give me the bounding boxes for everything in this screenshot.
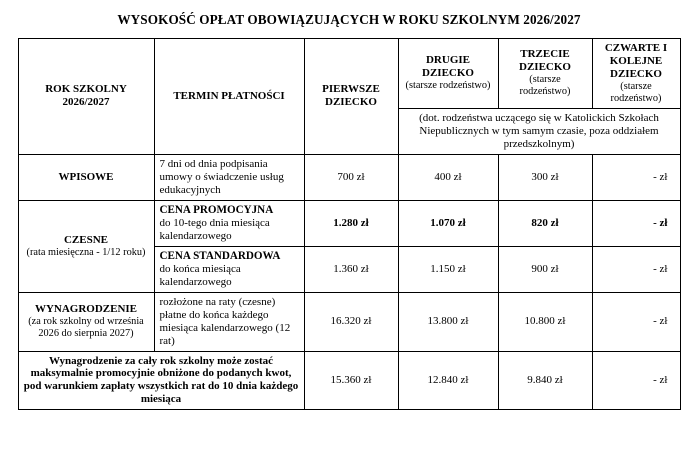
row-term-wynagrodzenie: rozłożone na raty (czesne) płatne do końca każdego miesiąca kalendarzowego (12 rat) bbox=[154, 292, 304, 351]
header-first-child: PIERWSZE DZIECKO bbox=[304, 39, 398, 155]
row-label-wynagrodzenie-sub: (za rok szkolny od września 2026 do sierpnia 2027) bbox=[28, 315, 144, 340]
row-label-wynagrodzenie bbox=[18, 292, 154, 351]
row-label-czesne bbox=[18, 200, 154, 292]
table-row bbox=[18, 200, 680, 246]
cell-czesne-promo-fourth: - zł bbox=[592, 200, 680, 246]
header-sibling-note: (dot. rodzeństwa uczącego się w Katolickich Szkołach Niepublicznych w tym samym czasie, poza oddziałem przedszkolnym) bbox=[398, 108, 680, 154]
header-third-child-sub: (starsze rodzeństwo) bbox=[519, 74, 571, 98]
header-second-child bbox=[398, 39, 498, 109]
row-term-czesne-standard-text: do końca miesiąca kalendarzowego bbox=[159, 262, 241, 288]
cell-wpisowe-first: 700 zł bbox=[304, 154, 398, 200]
cell-wynagrodzenie-first: 16.320 zł bbox=[304, 292, 398, 351]
cell-promo-first: 15.360 zł bbox=[304, 351, 398, 410]
cell-czesne-promo-third: 820 zł bbox=[498, 200, 592, 246]
cell-wpisowe-fourth: - zł bbox=[592, 154, 680, 200]
cell-wpisowe-second: 400 zł bbox=[398, 154, 498, 200]
cell-wynagrodzenie-fourth: - zł bbox=[592, 292, 680, 351]
header-third-child-main: TRZECIE DZIECKO bbox=[519, 48, 571, 74]
fee-table bbox=[18, 38, 681, 410]
cell-promo-third: 9.840 zł bbox=[498, 351, 592, 410]
table-row bbox=[18, 292, 680, 351]
table-row bbox=[18, 154, 680, 200]
row-term-wpisowe: 7 dni od dnia podpisania umowy o świadczenie usług edukacyjnych bbox=[154, 154, 304, 200]
row-term-czesne-promo-text: do 10-tego dnia miesiąca kalendarzowego bbox=[159, 216, 270, 242]
row-label-czesne-main: CZESNE bbox=[63, 233, 109, 246]
cell-czesne-promo-first: 1.280 zł bbox=[304, 200, 398, 246]
cell-promo-second: 12.840 zł bbox=[398, 351, 498, 410]
header-school-year: ROK SZKOLNY 2026/2027 bbox=[18, 39, 154, 155]
cell-czesne-standard-second: 1.150 zł bbox=[398, 246, 498, 292]
header-second-child-sub: (starsze rodzeństwo) bbox=[405, 80, 491, 92]
cell-czesne-promo-second: 1.070 zł bbox=[398, 200, 498, 246]
row-label-czesne-sub: (rata miesięczna - 1/12 roku) bbox=[26, 246, 146, 258]
row-term-czesne-standard-title: CENA STANDARDOWA bbox=[159, 249, 281, 262]
row-term-czesne-promo-title: CENA PROMOCYJNA bbox=[159, 203, 274, 216]
page-title: WYSOKOŚĆ OPŁAT OBOWIĄZUJĄCYCH W ROKU SZKOLNYM 2026/2027 bbox=[117, 12, 581, 27]
row-label-wpisowe: WPISOWE bbox=[18, 154, 154, 200]
row-label-wynagrodzenie-main: WYNAGRODZENIE bbox=[34, 302, 138, 315]
cell-wpisowe-third: 300 zł bbox=[498, 154, 592, 200]
header-fourth-child-main: CZWARTE I KOLEJNE DZIECKO bbox=[604, 42, 668, 80]
table-row bbox=[18, 351, 680, 410]
cell-czesne-standard-third: 900 zł bbox=[498, 246, 592, 292]
promo-note: Wynagrodzenie za cały rok szkolny może zostać maksymalnie promocyjnie obniżone do podanych kwot, pod warunkiem zapłaty wszystkich rat do 10 dnia każdego miesiąca bbox=[18, 351, 304, 410]
header-third-child bbox=[498, 39, 592, 109]
header-fourth-child-sub: (starsze rodzeństwo) bbox=[610, 80, 662, 104]
cell-czesne-standard-fourth: - zł bbox=[592, 246, 680, 292]
header-payment-term: TERMIN PŁATNOŚCI bbox=[154, 39, 304, 155]
header-second-child-main: DRUGIE DZIECKO bbox=[422, 54, 474, 80]
row-term-czesne-standard bbox=[154, 246, 304, 292]
cell-promo-fourth: - zł bbox=[592, 351, 680, 410]
cell-wynagrodzenie-third: 10.800 zł bbox=[498, 292, 592, 351]
cell-wynagrodzenie-second: 13.800 zł bbox=[398, 292, 498, 351]
header-fourth-child bbox=[592, 39, 680, 109]
table-header-row bbox=[18, 39, 680, 109]
row-term-czesne-promo bbox=[154, 200, 304, 246]
cell-czesne-standard-first: 1.360 zł bbox=[304, 246, 398, 292]
